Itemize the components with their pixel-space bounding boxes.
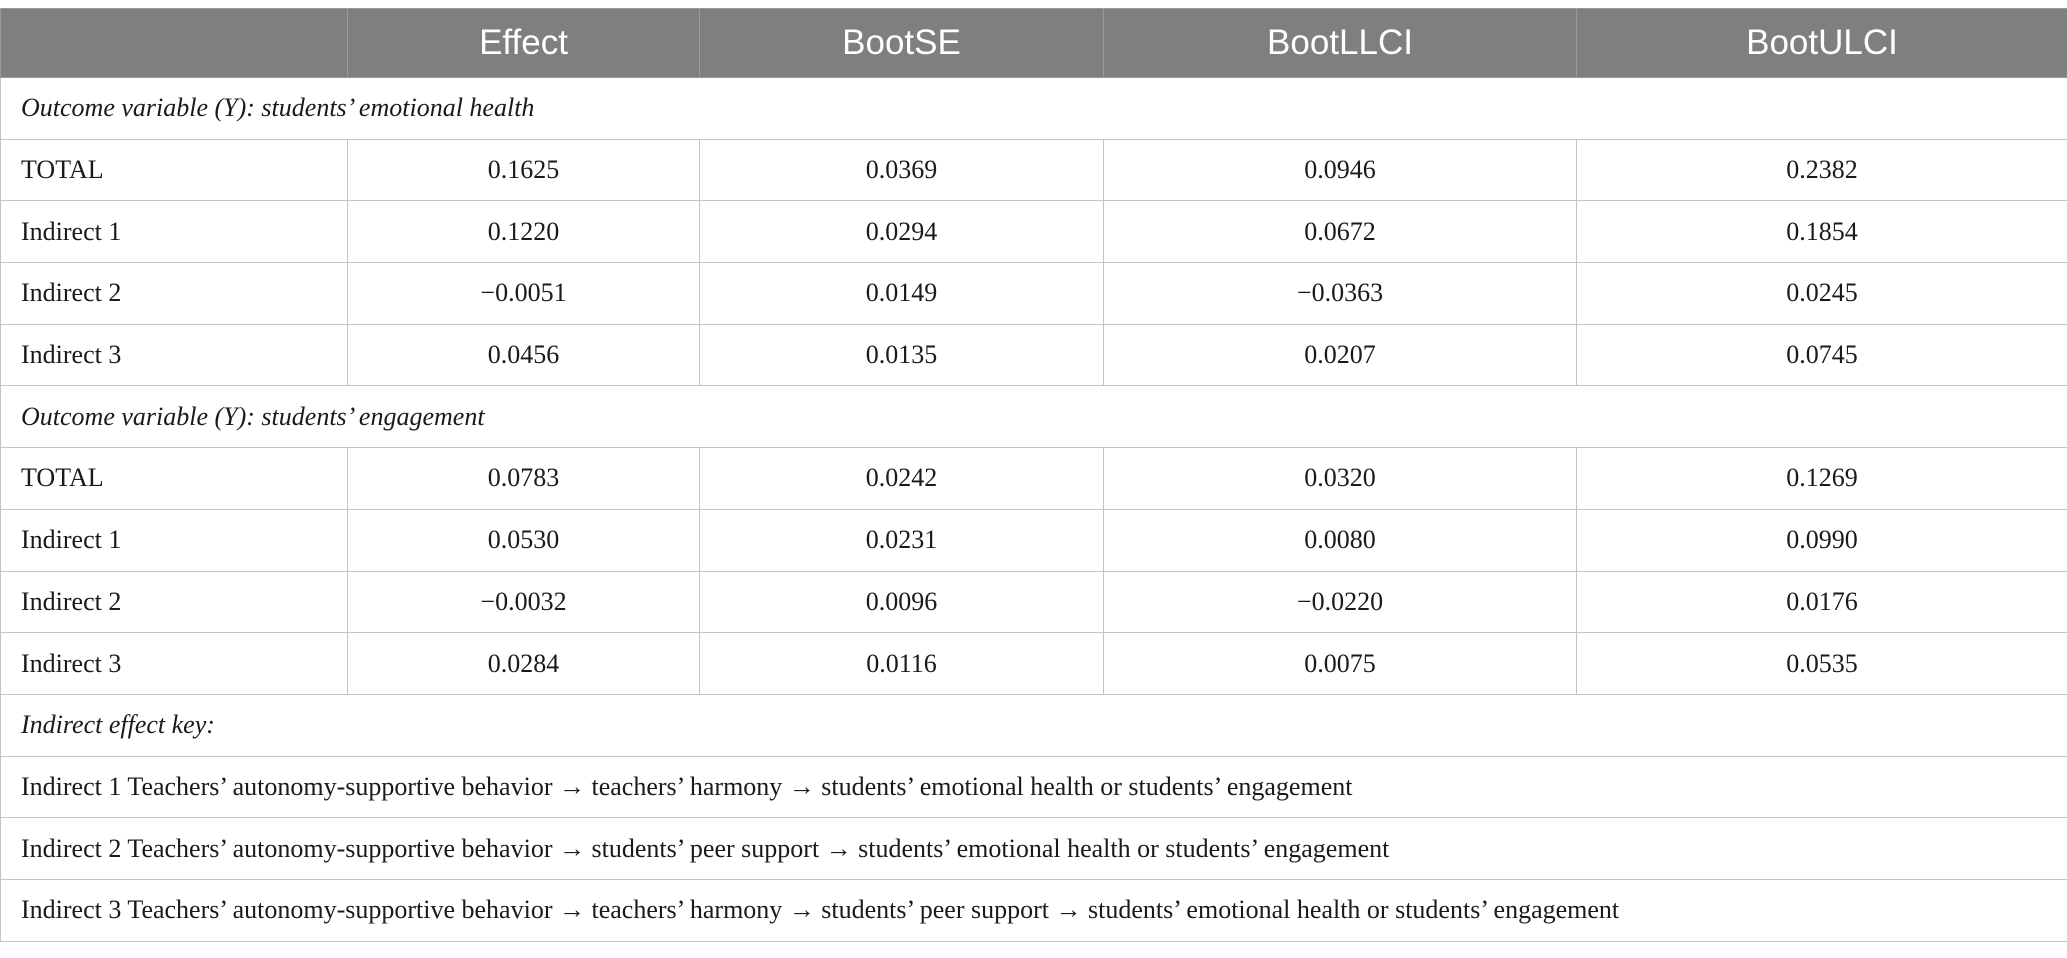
row-label: Indirect 2 <box>1 571 348 633</box>
cell-bootllci: −0.0363 <box>1104 263 1577 325</box>
table-row <box>1 263 2067 325</box>
header-blank <box>1 9 348 78</box>
cell-bootulci: 0.0745 <box>1577 324 2067 386</box>
table-row <box>1 201 2067 263</box>
row-label: TOTAL <box>1 448 348 510</box>
key-item: Indirect 1 Teachers’ autonomy-supportive behavior → teachers’ harmony → students’ emotional health or students’ engagement <box>1 756 2067 818</box>
cell-bootulci: 0.1269 <box>1577 448 2067 510</box>
cell-effect: 0.0456 <box>348 324 700 386</box>
cell-bootulci: 0.2382 <box>1577 139 2067 201</box>
cell-effect: 0.0783 <box>348 448 700 510</box>
row-label: Indirect 3 <box>1 324 348 386</box>
cell-effect: 0.0284 <box>348 633 700 695</box>
cell-bootulci: 0.0990 <box>1577 509 2067 571</box>
section-title: Outcome variable (Y): students’ engagement <box>1 386 2067 448</box>
key-item: Indirect 2 Teachers’ autonomy-supportive behavior → students’ peer support → students’ emotional health or students’ engagement <box>1 818 2067 880</box>
cell-bootse: 0.0294 <box>700 201 1104 263</box>
cell-bootllci: 0.0672 <box>1104 201 1577 263</box>
header-effect: Effect <box>348 9 700 78</box>
key-row <box>1 879 2067 941</box>
key-title: Indirect effect key: <box>1 694 2067 756</box>
cell-bootse: 0.0116 <box>700 633 1104 695</box>
header-row <box>1 9 2067 78</box>
cell-bootllci: 0.0080 <box>1104 509 1577 571</box>
cell-bootse: 0.0231 <box>700 509 1104 571</box>
header-bootulci: BootULCI <box>1577 9 2067 78</box>
section-row <box>1 386 2067 448</box>
table-body <box>1 78 2067 942</box>
row-label: TOTAL <box>1 139 348 201</box>
header-bootse: BootSE <box>700 9 1104 78</box>
cell-bootllci: −0.0220 <box>1104 571 1577 633</box>
row-label: Indirect 1 <box>1 509 348 571</box>
key-row <box>1 818 2067 880</box>
cell-effect: −0.0051 <box>348 263 700 325</box>
cell-bootse: 0.0149 <box>700 263 1104 325</box>
cell-bootulci: 0.0535 <box>1577 633 2067 695</box>
cell-bootse: 0.0242 <box>700 448 1104 510</box>
table-row <box>1 509 2067 571</box>
cell-bootulci: 0.0245 <box>1577 263 2067 325</box>
table-header <box>1 9 2067 78</box>
cell-bootse: 0.0135 <box>700 324 1104 386</box>
cell-bootse: 0.0096 <box>700 571 1104 633</box>
table-row <box>1 448 2067 510</box>
header-bootllci: BootLLCI <box>1104 9 1577 78</box>
section-row <box>1 78 2067 140</box>
table-row <box>1 633 2067 695</box>
row-label: Indirect 3 <box>1 633 348 695</box>
key-title-row <box>1 694 2067 756</box>
row-label: Indirect 2 <box>1 263 348 325</box>
cell-effect: 0.1625 <box>348 139 700 201</box>
table-row <box>1 571 2067 633</box>
key-item: Indirect 3 Teachers’ autonomy-supportive behavior → teachers’ harmony → students’ peer support → students’ emotional health or students’ engagement <box>1 879 2067 941</box>
mediation-effects-table <box>0 8 2067 942</box>
cell-bootulci: 0.1854 <box>1577 201 2067 263</box>
table-row <box>1 139 2067 201</box>
key-row <box>1 756 2067 818</box>
cell-bootllci: 0.0075 <box>1104 633 1577 695</box>
cell-bootllci: 0.0320 <box>1104 448 1577 510</box>
section-title: Outcome variable (Y): students’ emotional health <box>1 78 2067 140</box>
table-row <box>1 324 2067 386</box>
cell-effect: 0.0530 <box>348 509 700 571</box>
cell-bootllci: 0.0207 <box>1104 324 1577 386</box>
row-label: Indirect 1 <box>1 201 348 263</box>
cell-bootulci: 0.0176 <box>1577 571 2067 633</box>
cell-bootllci: 0.0946 <box>1104 139 1577 201</box>
cell-effect: 0.1220 <box>348 201 700 263</box>
cell-bootse: 0.0369 <box>700 139 1104 201</box>
cell-effect: −0.0032 <box>348 571 700 633</box>
